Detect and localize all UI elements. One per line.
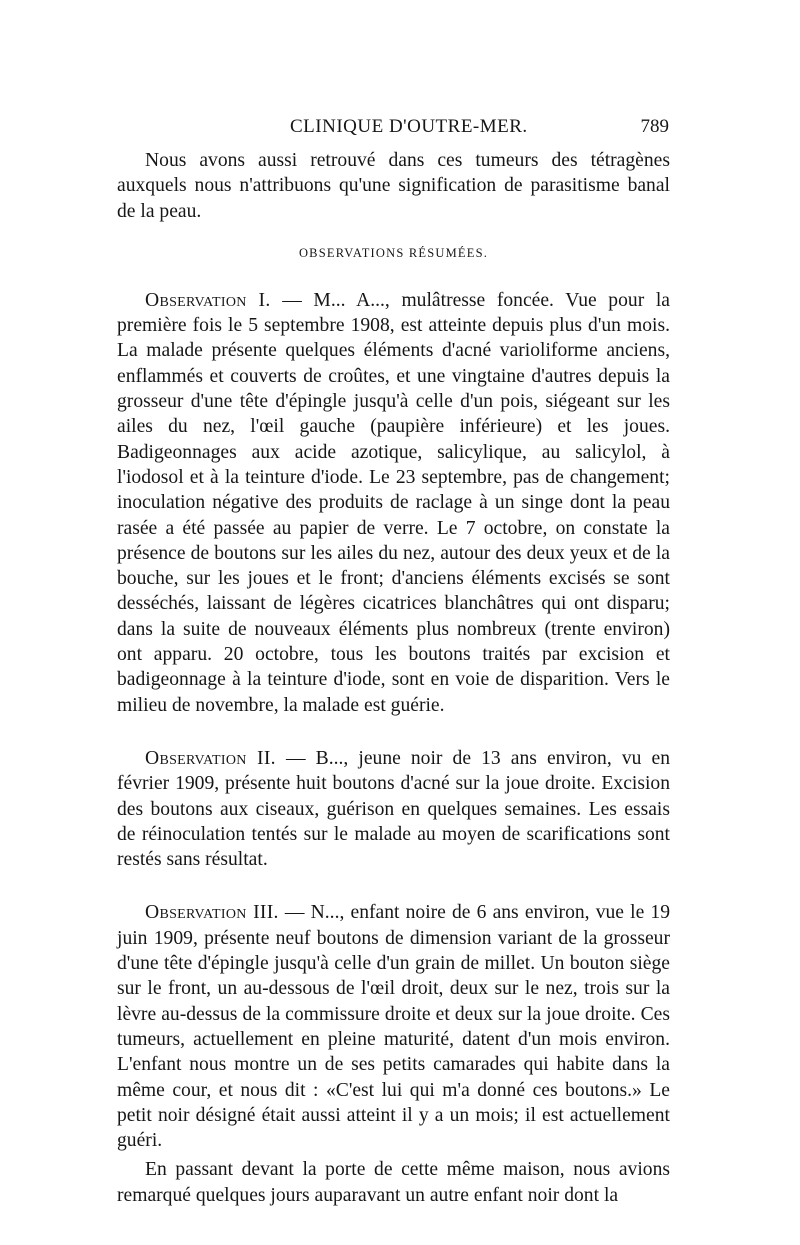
observation-label: Observation II.	[145, 747, 276, 769]
intro-paragraph: Nous avons aussi retrouvé dans ces tumeurs des tétragènes auxquels nous n'attribuons qu'une signification de parasitisme banal de la peau.	[117, 150, 670, 222]
observation-3	[117, 900, 670, 1153]
observation-text: — M... A..., mulâtresse foncée. Vue pour la première fois le 5 septembre 1908, est atteinte depuis plus d'un mois. La malade présente quelques éléments d'acné varioliforme anciens, enflammés et couverts de croûtes, et une vingtaine d'autres depuis la grosseur d'une tête d'épingle jusqu'à celle d'un pois, siégeant sur les ailes du nez, l'œil gauche (paupière inférieure) et les joues. Badigeonnages aux acide azotique, salicylique, au salicylol, à l'iodosol et à la teinture d'iode. Le 23 septembre, pas de changement; inoculation négative des produits de raclage à un singe dont la peau rasée a été passée au papier de verre. Le 7 octobre, on constate la présence de boutons sur les ailes du nez, autour des deux yeux et de la bouche, sur les joues et le front; d'anciens éléments excisés se sont desséchés, laissant de légères cicatrices blanchâtres qui ont disparu; dans la suite de nouveaux éléments plus nombreux (trente environ) ont apparu. 20 octobre, tous les boutons traités par excision et badigeonnage à la teinture d'iode, sont en voie de disparition. Vers le milieu de novembre, la malade est guérie.	[117, 289, 670, 716]
page-body	[117, 148, 670, 1208]
observation-1	[117, 288, 670, 718]
observation-2	[117, 746, 670, 872]
observation-label: Observation I.	[145, 289, 271, 311]
section-heading: OBSERVATIONS RÉSUMÉES.	[298, 245, 489, 260]
final-paragraph: En passant devant la porte de cette même maison, nous avions remarqué quelques jours auparavant un autre enfant noir dont la	[117, 1159, 670, 1206]
running-title: CLINIQUE D'OUTRE-MER.	[290, 116, 528, 137]
observation-text: — B..., jeune noir de 13 ans environ, vu en février 1909, présente huit boutons d'acné sur la joue droite. Excision des boutons aux ciseaux, guérison en quelques semaines. Les essais de réinoculation tentés sur le malade au moyen de scarifications sont restés sans résultat.	[117, 747, 670, 871]
page-number: 789	[640, 116, 669, 137]
observation-text: — N..., enfant noire de 6 ans environ, vue le 19 juin 1909, présente neuf boutons de dimension variant de la grosseur d'une tête d'épingle jusqu'à celle d'un grain de millet. Un bouton siège sur le front, un au-dessous de l'œil droit, deux sur le nez, trois sur la lèvre au-dessus de la commissure droite et deux sur la joue droite. Ces tumeurs, actuellement en pleine maturité, datent d'un mois environ. L'enfant nous montre un de ses petits camarades qui habite dans la même cour, et nous dit : «C'est lui qui m'a donné ces boutons.» Le petit noir désigné était aussi atteint il y a un mois; il est actuellement guéri.	[117, 902, 671, 1152]
page-header	[0, 116, 669, 144]
observation-label: Observation III.	[145, 902, 279, 924]
